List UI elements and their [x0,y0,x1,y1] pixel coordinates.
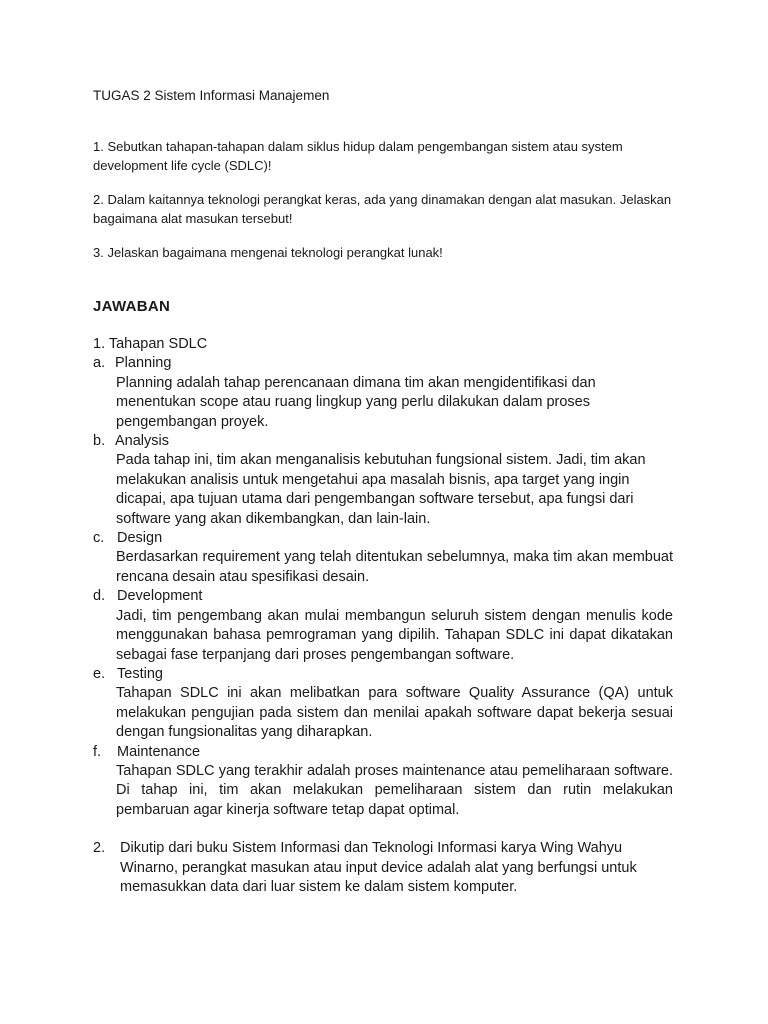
stage-testing [93,665,673,743]
stage-name: Development [117,588,203,605]
stage-description: Jadi, tim pengembang akan mulai membangun seluruh sistem dengan menulis kode menggunakan bahasa pemrograman yang dipilih. Tahapan SDLC ini dapat dikatakan sebagai fase terpanjang dari proses pengembangan software. [116,607,673,663]
stage-marker: a. [93,355,106,372]
question-2: 2. Dalam kaitannya teknologi perangkat keras, ada yang dinamakan dengan alat masukan. Jelaskan bagaimana alat masukan tersebut! [93,192,672,226]
stage-description: Tahapan SDLC ini akan melibatkan para software Quality Assurance (QA) untuk melakukan pengujian pada sistem dan menilai apakah software dapat bekerja sesuai dengan fungsionalitas yang diharapkan. [116,685,673,741]
stage-label [93,529,673,548]
answers-heading: JAWABAN [93,298,171,315]
stage-name: Analysis [115,433,169,450]
stage-design [93,529,673,587]
stage-marker: b. [93,433,106,450]
stage-name: Testing [117,665,163,682]
answer-2-text: Dikutip dari buku Sistem Informasi dan Teknologi Informasi karya Wing Wahyu Winarno, perangkat masukan atau input device adalah alat yang berfungsi untuk memasukkan data dari luar sistem ke dalam sistem komputer. [120,840,637,895]
stage-maintenance [93,743,673,821]
stage-label [93,665,673,684]
stage-description: Berdasarkan requirement yang telah ditentukan sebelumnya, maka tim akan membuat rencana desain atau spesifikasi desain. [116,549,673,585]
answer-2 [93,839,673,897]
stage-label [93,354,673,373]
stage-label [93,743,673,762]
stage-marker: c. [93,530,105,547]
stage-marker: f. [93,743,102,760]
stage-marker: d. [93,588,106,605]
stage-analysis [93,432,673,529]
stage-name: Design [117,530,163,547]
answers-section [93,335,673,897]
stage-development [93,587,673,665]
stage-label [93,432,673,451]
answer-2-number: 2. [93,840,106,857]
question-3: 3. Jelaskan bagaimana mengenai teknologi perangkat lunak! [93,245,443,260]
question-1: 1. Sebutkan tahapan-tahapan dalam siklus hidup dalam pengembangan sistem atau system development life cycle (SDLC)! [93,139,623,173]
stage-label [93,587,673,606]
questions-section [93,138,683,279]
stage-planning [93,354,673,432]
stage-description: Tahapan SDLC yang terakhir adalah proses maintenance atau pemeliharaan software. Di tahap ini, tim akan melakukan pemeliharaan sistem dan rutin melakukan pembaruan agar kinerja software tetap dapat optimal. [116,762,673,818]
stage-marker: e. [93,665,106,682]
stage-name: Planning [115,355,172,372]
document-title: TUGAS 2 Sistem Informasi Manajemen [93,88,330,103]
stage-name: Maintenance [117,743,201,760]
stage-description: Planning adalah tahap perencanaan dimana tim akan mengidentifikasi dan menentukan scope atau ruang lingkup yang perlu dilakukan dalam proses pengembangan proyek. [116,374,596,430]
stage-description: Pada tahap ini, tim akan menganalisis kebutuhan fungsional sistem. Jadi, tim akan melakukan analisis untuk mengetahui apa masalah bisnis, apa target yang ingin dicapai, apa tujuan utama dari pengembangan software tersebut, apa fungsi dari software yang akan dikembangkan, dan lain-lain. [116,452,646,527]
answer-1-heading: 1. Tahapan SDLC [93,336,208,352]
